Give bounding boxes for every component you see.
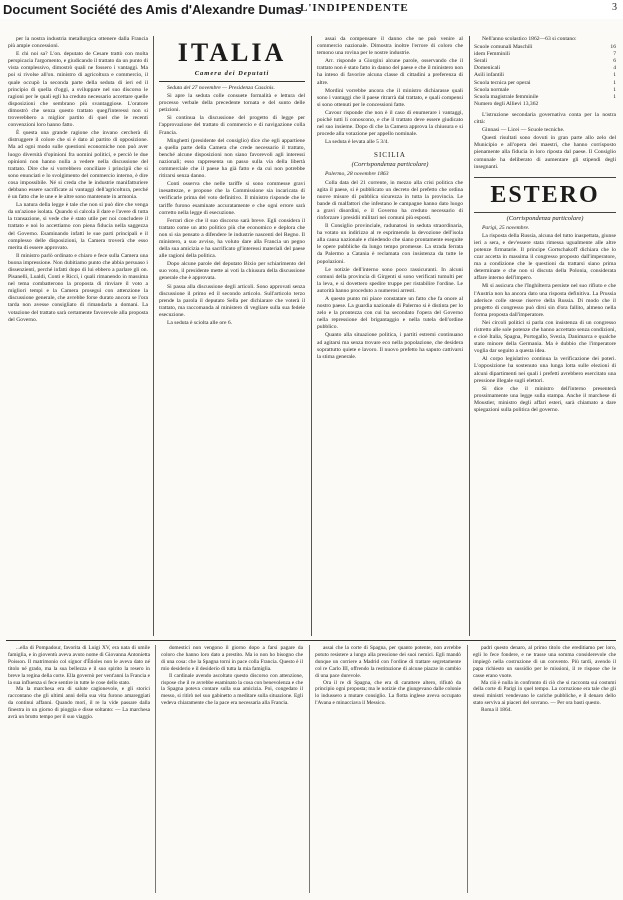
paragraph: assai che la corte di Spagna, per quanto potente, non avrebbe potuto resistere a lungo alla pressione dei suoi nemici. Egli mandò dunque un corriere a Madrid con l'ordine di trattare segretamente col re Carlo III, offrendo la restituzione di alcune piazze in cambio di una pace durevole. (315, 645, 461, 679)
section-title-sicilia: SICILIA (374, 151, 406, 160)
stat-label: idem Femminili (474, 51, 510, 58)
paragraph: Ma la marchesa era di salute cagionevole, e gli storici raccontano che gli ultimi anni della sua vita furono amareggiati da continui affanni. Quando morì, il re la vide passare dalla finestra in un giorno di pioggia e disse soltanto: — La marchesa avrà un brutto tempo per il suo viaggio. (8, 686, 150, 721)
feuilleton-column-1 (8, 645, 150, 895)
table-row (474, 94, 616, 101)
paragraph: È questa una grande ragione che invano cercherà di distruggere il colore che si è dato al partito di opposizione. Ma ad ogni modo sulle questioni economiche non può aver luogo diversità d'opinioni fra uomini politici, e perciò le due opinioni non hanno nulla a vedere nella discussione del trattato. Dire che si vorrebbero conciliare i principii che si sono enunciati e lo svolgimento del commercio interno, è dire cosa impossibile. Né si creda che le industrie manifatturiere debbano essere sacrificate ai vantaggi dell'agricoltura, perché è un fatto che le une e le altre sono mantenute in armonia. (8, 130, 148, 201)
paragraph: La natura della legge è tale che non si può dire che venga da un'azione isolata. Quando si calcola il dare e l'avere di tutta la transazione, si vede che è stato utile per noi concludere il trattato e noi lo accettiamo con piena fiducia nella saggezza del Governo. Esaminando infatti le sue parti principali e il complesso delle disposizioni, la Camera troverà che esso merita di essere approvato. (8, 202, 148, 251)
paragraph: Il cardinale avendo ascoltato questo discorso con attenzione, rispose che il re avrebbe esaminato la cosa con benevolenza e che la Spagna poteva contare sulla sua amicizia. Poi, congedato il messo, si ritirò nel suo gabinetto a meditare sulla situazione. Egli vedeva chiaramente che la pace era necessaria alla Francia. (161, 672, 303, 707)
paragraph: Si passa alla discussione degli articoli. Sono approvati senza discussione il primo ed il secondo articolo. Sull'articolo terzo prende la parola il deputato Sella per dichiarare che voterà il trattato, ma raccomanda al ministero di vegliare sulla sua fedele esecuzione. (159, 283, 305, 318)
section-subtitle: Camera dei Deputati (194, 70, 270, 77)
paragraph: Roma il 1864. (481, 707, 512, 714)
paragraph: Arr. risponde a Giorgini alcune parole, osservando che il trattato non è stato fatto in danno del paese e che il ministero non ha inteso di favorire alcuna classe di cittadini a preferenza di altre. (317, 58, 463, 86)
feuilleton-rule (6, 640, 616, 641)
paragraph: La seduta è sciolta alle ore 6. (167, 320, 233, 326)
paragraph: per la nostra industria metallurgica ottenere dalla Francia più ampie concessioni. (8, 36, 148, 50)
stat-value: 6 (613, 58, 616, 65)
stat-value (594, 101, 616, 108)
section-title-estero: ESTERO (474, 177, 616, 213)
column-3 (317, 36, 463, 636)
stat-value: 1 (613, 86, 616, 93)
column-rule (467, 645, 468, 893)
banner-text: Document Société des Amis d'Alexandre Dumas (3, 2, 302, 17)
table-row (474, 80, 616, 87)
paragraph: Quanto alla situazione politica, i partiti estremi continuano ad agitarsi ma senza trovare eco nella popolazione, che desidera soprattutto quiete e lavoro. Il nuovo prefetto ha saputo cattivarsi la stima generale. (317, 332, 463, 360)
paragraph: E chi noi sa? L'on. deputato de Cesare trattò con molta perspicacia l'argomento, e giudicando il trattato da un punto di vista complessivo, dimostrò quali ne fossero i vantaggi. Ma poi si rivolse all'on. ministro di agricoltura e commercio, il quale occupò la seconda parte della seduta di ieri ed il principio di quella d'oggi, a sviluppare nel suo discorso le ragioni per le quali egli ha creduto necessario accettare quelle disposizioni che sembrano più svantaggiose. L'oratore dimostrò che senza questo trattato quegl'interessi non si troverebbero a miglior partito di quel che le recenti convenzioni loro hanno fatto. (8, 51, 148, 129)
table-row (474, 44, 616, 51)
table-row (474, 101, 616, 108)
paragraph: Si apre la seduta colle consuete formalità e lettura del processo verbale della precedente tornata e del sunto delle petizioni. (159, 93, 305, 114)
stat-label: Scuole comunali Maschili (474, 44, 533, 51)
stat-label: Scuola tecnica per operai (474, 79, 531, 86)
column-rule (469, 36, 470, 636)
paragraph: Ma ciò è nulla in confronto di ciò che si racconta sui costumi della corte di Parigi in quel tempo. La corruzione era tale che gli stessi ministri vendevano le cariche pubbliche, e il denaro dello stato serviva ai piaceri del sovrano. — Per ora basti questo. (473, 679, 616, 707)
paragraph: Ginnasi — Licei — Scuole tecniche. (482, 127, 565, 134)
stat-label: Scuola magistrale femminile (474, 93, 539, 100)
stat-value: 1 (613, 93, 616, 100)
stat-value: 1 (613, 79, 616, 86)
page-number: 3 (612, 2, 617, 13)
paragraph: Al corpo legislativo continua la verificazione dei poteri. L'opposizione ha sostenuto una lunga lotta sulle elezioni di alcuni dipartimenti nei quali i prefetti avrebbero esercitato una pressione illegale sugli elettori. (474, 356, 616, 384)
column-rule (311, 36, 312, 636)
paragraph: padri questo denaro, al primo titolo che ereditiamo per loro, egli lo fece fondere, e ne trasse una somma considerevole che impiegò nella costruzione di un convento. Più tardi, avendo il papa richiesto un sussidio per le missioni, il re rispose che le casse erano vuote. (473, 645, 616, 679)
paragraph: Nei circoli politici si parla con insistenza di un congresso ristretto alle sole potenze che hanno accettato senza condizioni, e cioè Italia, Spagna, Portogallo, Svezia, Danimarca e qualche stato minore della Germania. Ma è dubbio che l'imperatore voglia dar seguito a questa idea. (474, 319, 616, 355)
paragraph: assai da compensare il danno che ne può venire al commercio nazionale. Dimostra inoltre l'errore di coloro che temono una rovina per le nostre industrie. (317, 36, 463, 57)
stat-label: Asili infantili (474, 72, 504, 79)
paragraph: Conti osserva che nelle tariffe si sono commesse gravi inesattezze, e propone che la Commissione sia incaricata di verificarle prima del voto definitivo. Il ministro risponde che le tariffe furono esaminate accuratamente e che ogni errore sarà corretto nella legge di esecuzione. (159, 181, 305, 216)
column-rule (153, 36, 154, 636)
paragraph: Colla data del 21 corrente, in mezzo alla crisi politica che agita il paese, si è pubblicato un decreto del prefetto che ordina nuove misure di pubblica sicurezza in tutta la provincia. Le bande di malfattori che infestano le campagne hanno dato luogo a gravi disordini, e il Governo ha creduto necessario di rinforzare i presidii militari nei comuni più esposti. (317, 179, 463, 221)
paragraph: La risposta della Russia, alcuna del tutto inaspettata, giunse ieri a sera, e dev'essere stata rimessa ugualmente alle altre potenze firmatarie. Il principe Gortschakoff dichiara che lo czar accetta in massima il congresso proposto dall'imperatore, ma a condizione che le questioni da trattarsi siano prima determinate e che non si discuta della Polonia, considerata affare interno dell'impero. (474, 232, 616, 282)
stat-value: 7 (613, 51, 616, 58)
divider (159, 81, 305, 82)
dateline: Palermo, 28 novembre 1863 (325, 171, 389, 178)
paragraph: Minghetti (presidente del consiglio) dice che egli appartiene a quella parte della Camera che crede necessario il trattato, benché alcune disposizioni non siano favorevoli agli interessi nazionali; esso rappresenta un passo sulla via della libertà commerciale che il paese ha già fatto e da cui non potrebbe ritirarsi senza danno. (159, 137, 305, 180)
paragraph: A questo punto mi piace constatare un fatto che fa onore al nostro paese. La guardia nazionale di Palermo si è distinta per lo zelo e la prontezza con cui ha secondato l'opera del Governo nella repressione del brigantaggio e nella tutela dell'ordine pubblico. (317, 296, 463, 331)
paragraph: Le notizie dell'interno sono poco rassicuranti. In alcuni comuni della provincia di Girgenti si sono verificati tumulti per la leva, e si dovettero spedire truppe per ristabilire l'ordine. Le autorità hanno proceduto a numerosi arresti. (317, 266, 463, 294)
paragraph: Si dice che il ministro dell'interno presenterà prossimamente una legge sulla stampa. Anche il marchese di Moustier, ministro degli affari esteri, sarà chiamato a dare spiegazioni sulla politica del governo. (474, 385, 616, 414)
section-title-italia: ITALIA (177, 38, 287, 67)
stat-value: 1 (613, 72, 616, 79)
column-rule (155, 645, 156, 893)
feuilleton-column-4 (473, 645, 616, 895)
section-subtitle: (Corrispondenza particolare) (351, 161, 429, 169)
column-2 (159, 36, 305, 636)
stat-label: Serali (474, 58, 488, 65)
paragraph: Cavour risponde che non è il caso di enumerare i vantaggi, poiché tutti li conoscono, e che il trattato deve essere giudicato nel suo insieme. Dopo di che la Camera approva la chiusura e si procede alla votazione per appello nominale. (317, 109, 463, 138)
stat-value: 4 (613, 65, 616, 72)
stat-value: 16 (610, 44, 616, 51)
paragraph: ...ella di Pompadour, favorita di Luigi XV, era nata di umile famiglia, e in gioventù aveva avuto nome di Giovanna Antonietta Poisson. Il matrimonio col signor d'Étioles non le aveva dato né titolo né grado, ma la sua bellezza e il suo spirito la resero in breve la regina della corte. Ella governò per vent'anni la Francia e la sua influenza si fece sentire in tutte le cose dello stato. (8, 645, 150, 686)
column-4 (474, 36, 616, 636)
feuilleton-column-2 (161, 645, 303, 895)
column-rule (309, 645, 310, 893)
running-head: L'INDIPENDENTE (300, 2, 409, 14)
feuilleton-column-3 (315, 645, 461, 895)
table-row (474, 51, 616, 58)
paragraph: Si continua la discussione del progetto di legge per l'approvazione del trattato di commercio e di navigazione colla Francia. (159, 115, 305, 136)
paragraph: Il Consiglio provinciale, radunatosi in seduta straordinaria, ha votato un indirizzo al re esprimendo la devozione dell'isola alla causa nazionale e chiedendo che siano prontamente eseguite le opere pubbliche da lungo tempo promesse. La strada ferrata da Palermo a Catania è reclamata con insistenza da tutte le popolazioni. (317, 223, 463, 265)
table-row (474, 87, 616, 94)
paragraph: Dopo alcune parole del deputato Bixio per schiarimento del suo voto, il presidente mette ai voti la chiusura della discussione generale che è approvata. (159, 261, 305, 282)
paragraph: Il ministro parlò ordinato e chiaro e fece sulla Camera una buona impressione. Non dubitiamo punto che abbia persuaso i dissenzienti, perché infatti dopo di lui ebbero a parlare gli on. Pisanelli, Lualdi, Conti e Ricci, i quali rimanendo in massima nel tema combatterono la proposta di rinviare il voto a migliori tempi e la Camera proseguì con attenzione la discussione generale, che avrebbe forse durato ancora se l'ora tarda non avesse consigliato di rimandarla a domani. La votazione del trattato sarà certamente favorevole alla proposta del Governo. (8, 252, 148, 323)
column-1 (8, 36, 148, 636)
paragraph: domestici non vengono il giorno dopo a farsi pagare da coloro che hanno loro dato a prestito. Ma io non ho bisogno che di una cosa: che la Spagna torni in pace colla Francia. Questo è il mio desiderio e il desiderio di tutta la mia famiglia. (161, 645, 303, 672)
paragraph: La seduta è levata alle 5 3/4. (325, 139, 389, 146)
dateline: Parigi, 25 novembre. (482, 224, 530, 231)
paragraph: Questi risultati sono dovuti in gran parte allo zelo del Municipio e all'opera dei maestri, che hanno corrisposto pienamente alla fiducia in loro riposta dal paese. Il Consiglio comunale ha deliberato di aumentare gli stipendi degli insegnanti. (474, 135, 616, 170)
paragraph: L'istruzione secondaria governativa conta per la nostra città: (474, 111, 616, 126)
paragraph: Mordini vorrebbe ancora che il ministro dichiarasse quali sono i vantaggi che il paese ritrarrà dal trattato, e quali compensi si sono ottenuti per le concessioni fatte. (317, 87, 463, 108)
section-subtitle: (Corrispondenza particolare) (506, 214, 584, 222)
table-row (474, 72, 616, 79)
stat-label: Numero degli Allievi 13,362 (474, 100, 539, 107)
paragraph: Ora il re di Spagna, che era di carattere altero, rifiutò da principio ogni proposta; ma le notizie che giungevano dalle colonie lo indussero a mutare consiglio. La flotta inglese aveva occupato l'Avana e minacciava il Messico. (315, 679, 461, 707)
dateline: Seduta del 27 novembre — Presidenza Cassinis. (167, 85, 275, 91)
table-row (474, 58, 616, 65)
paragraph: Ferrari dice che il suo discorso sarà breve. Egli considera il trattato come un atto politico più che economico e deplora che non si sia pensato a difendere le industrie nascenti del Regno. Il ministero, a suo avviso, ha voluto dare alla Francia un pegno della sua amicizia e ha sacrificato gl'interessi materiali del paese alle ragioni della politica. (159, 217, 305, 260)
stat-label: Scuola normale (474, 86, 509, 93)
stat-label: Domenicali (474, 65, 501, 72)
paragraph: Mi si assicura che l'Inghilterra persiste nel suo rifiuto e che l'Austria non ha ancora dato una risposta definitiva. La Prussia aderisce colle stesse riserve della Russia. Di modo che il progetto di congresso può dirsi sin d'ora fallito, almeno nella forma proposta dall'imperatore. (474, 283, 616, 318)
school-stats-table (474, 44, 616, 108)
stats-heading: Nell'anno scolastico 1862—63 si contano: (482, 36, 577, 42)
